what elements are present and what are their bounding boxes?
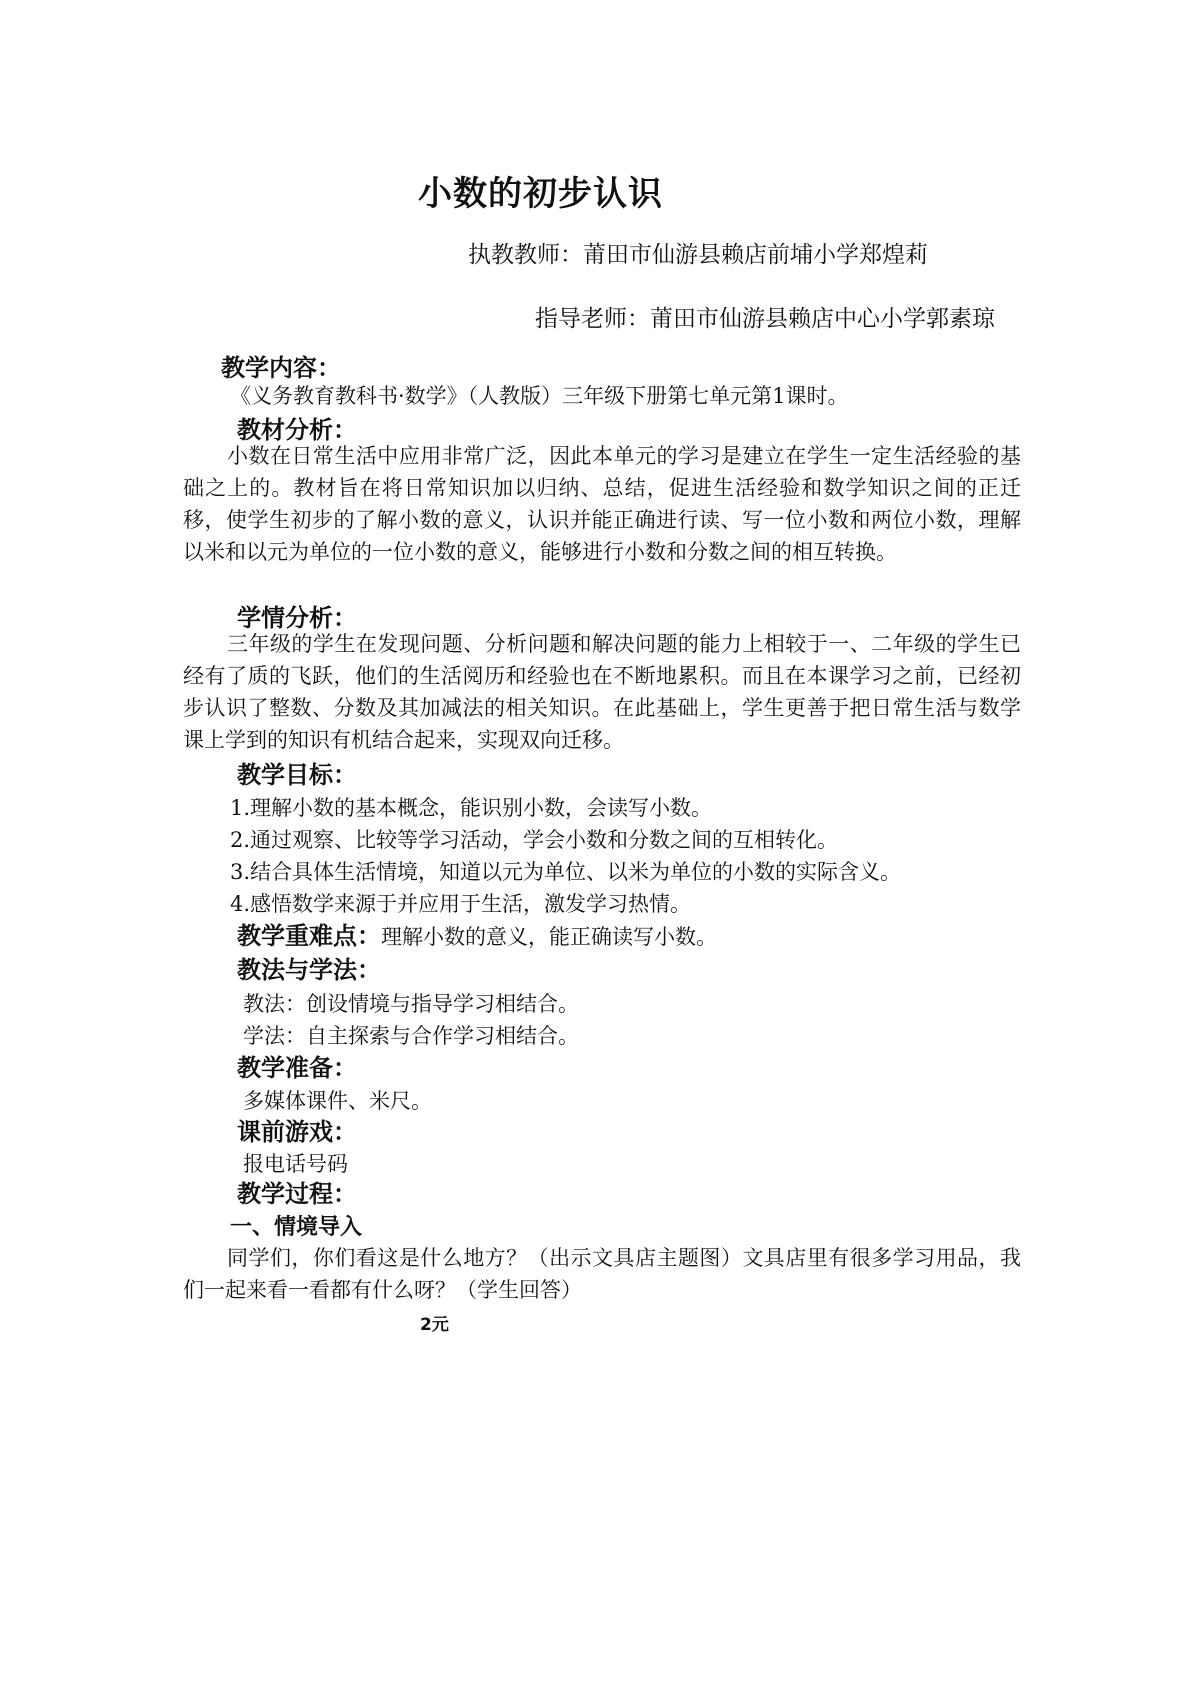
game-heading: 课前游戏： — [237, 1118, 357, 1146]
process-heading: 教学过程： — [237, 1180, 357, 1208]
key-line — [237, 916, 717, 951]
page-title: 小数的初步认识 — [418, 174, 663, 214]
goals-heading: 教学目标： — [237, 761, 357, 789]
key-heading: 教学重难点： — [237, 922, 381, 950]
prep-heading: 教学准备： — [237, 1054, 357, 1082]
step1-heading: 一、情境导入 — [230, 1215, 363, 1240]
goal-item: 3.结合具体生活情境，知道以元为单位、以米为单位的小数的实际含义。 — [230, 860, 902, 884]
student-heading: 学情分析： — [237, 604, 357, 632]
material-heading: 教材分析： — [237, 416, 357, 444]
step1-paragraph: 同学们，你们看这是什么地方？（出示文具店主题图）文具店里有很多学习用品，我们一起来看一看都有什么呀？（学生回答） — [183, 1246, 1021, 1302]
game-text: 报电话号码 — [243, 1152, 348, 1176]
prep-text: 多媒体课件、米尺。 — [243, 1089, 432, 1113]
teacher-line: 执教教师：莆田市仙游县赖店前埔小学郑煌莉 — [468, 242, 928, 268]
teach-method: 教法：创设情境与指导学习相结合。 — [243, 992, 579, 1016]
method-heading: 教法与学法： — [237, 956, 381, 984]
goal-item: 4.感悟数学来源于并应用于生活，激发学习热情。 — [230, 892, 692, 916]
content-heading: 教学内容： — [221, 354, 341, 382]
price-label: 2元 — [420, 1315, 449, 1335]
content-text: 《义务教育教科书·数学》（人教版）三年级下册第七单元第1课时。 — [230, 384, 849, 408]
material-paragraph: 小数在日常生活中应用非常广泛，因此本单元的学习是建立在学生一定生活经验的基础之上的。教材旨在将日常知识加以归纳、总结，促进生活经验和数学知识之间的正迁移，使学生初步的了解小数的意义，认识并能正确进行读、写一位小数和两位小数，理解以米和以元为单位的一位小数的意义，能够进行小数和分数之间的相互转换。 — [183, 444, 1021, 564]
advisor-line: 指导老师：莆田市仙游县赖店中心小学郭素琼 — [535, 306, 995, 332]
learn-method: 学法：自主探索与合作学习相结合。 — [243, 1024, 579, 1048]
goal-item: 2.通过观察、比较等学习活动，学会小数和分数之间的互相转化。 — [230, 828, 839, 852]
student-paragraph: 三年级的学生在发现问题、分析问题和解决问题的能力上相较于一、二年级的学生已经有了质的飞跃，他们的生活阅历和经验也在不断地累积。而且在本课学习之前，已经初步认识了整数、分数及其加减法的相关知识。在此基础上，学生更善于把日常生活与数学课上学到的知识有机结合起来，实现双向迁移。 — [183, 632, 1021, 752]
goal-item: 1.理解小数的基本概念，能识别小数，会读写小数。 — [230, 796, 713, 820]
key-text: 理解小数的意义，能正确读写小数。 — [381, 925, 717, 949]
